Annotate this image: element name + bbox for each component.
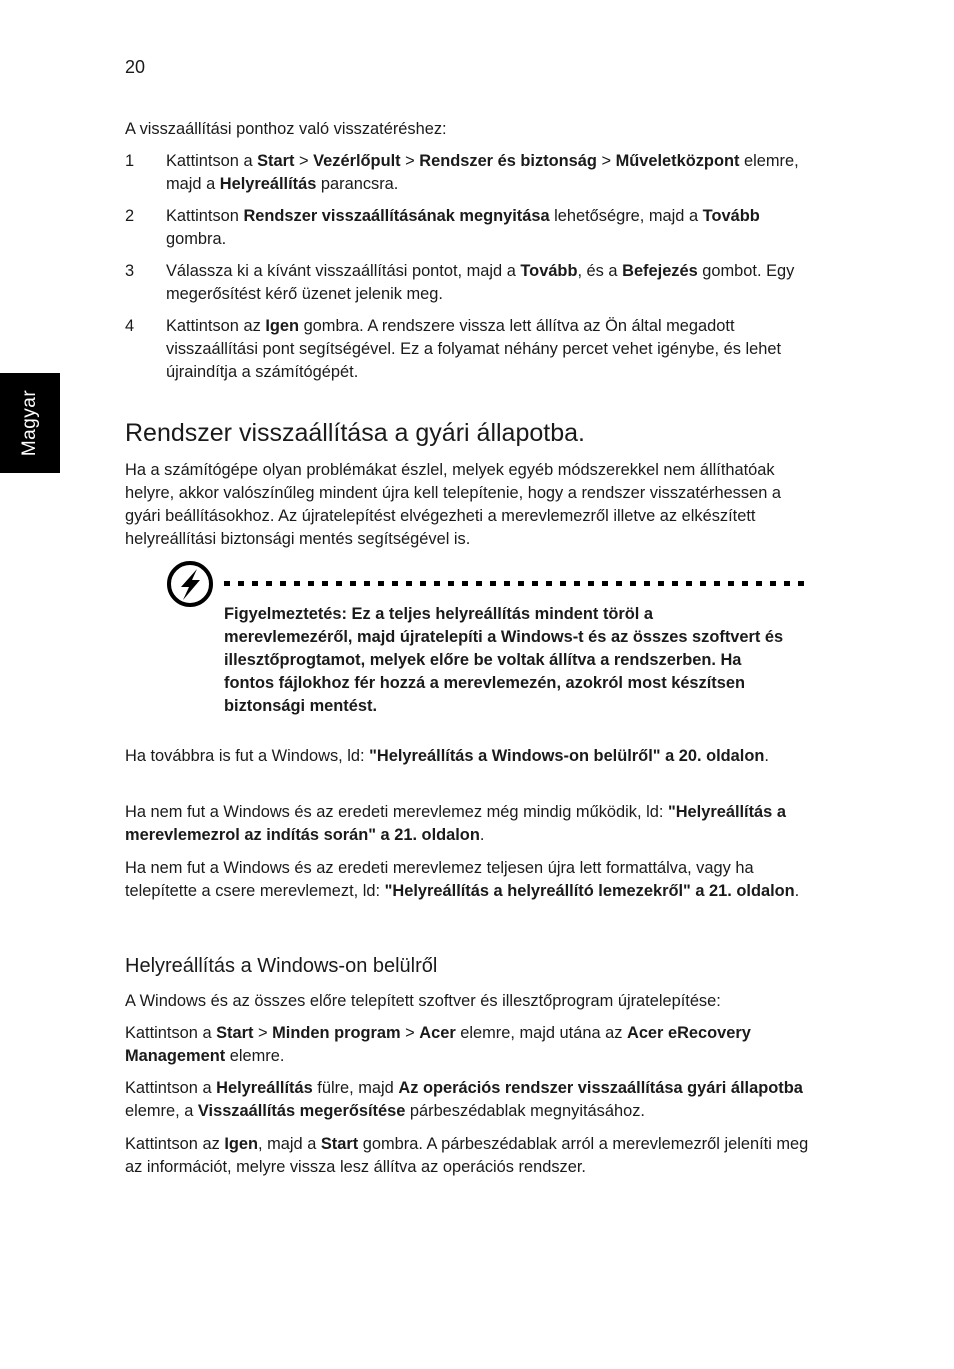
lightning-warning-icon: [166, 560, 214, 608]
section-body: Ha a számítógépe olyan problémákat észlel, melyek egyéb módszerekkel nem állíthatóak helyre, akkor valószínűleg mindent újra kell telepítenie, hogy a rendszer visszatérhessen a gyári beállításokhoz. Az újratelepítést elvégezheti a merevlemezről illetve az elkészített helyreállítási biztonsági mentés segítségével is.: [125, 461, 781, 548]
text-run: Ha továbbra is fut a Windows, ld:: [125, 747, 370, 765]
text-run: .: [479, 826, 485, 844]
text-run: elemre, a: [125, 1102, 198, 1120]
list-item: [125, 260, 815, 306]
section2-paragraph: [125, 1077, 815, 1123]
language-tab-label: Magyar: [19, 389, 41, 457]
text-run: gombra.: [166, 230, 227, 248]
text-run: gombra. A párbeszédablak arról a merevlemezről jeleníti meg az információt, melyre vissza lesz állítva az operációs rendszer.: [125, 1135, 809, 1176]
text-run: gombra. A rendszere vissza lett állítva az Ön által megadott visszaállítási pont segítségével. Ez a folyamat néhány percet vehet igénybe, és lehet újraindítja a számítógépét.: [166, 317, 782, 381]
bold-text: Visszaállítás megerősítése: [197, 1102, 406, 1120]
text-run: , majd a: [258, 1135, 321, 1153]
section-title-windows-restore: Helyreállítás a Windows-on belülről: [125, 955, 438, 977]
bold-text: Az operációs rendszer visszaállítása gyári állapotba: [398, 1079, 803, 1097]
text-run: >: [253, 1024, 273, 1042]
list-item: [125, 205, 815, 251]
text-run: Ha nem fut a Windows és az eredeti merevlemez teljesen újra lett formattálva, vagy ha telepítette a csere merevlemezt, ld:: [125, 859, 754, 900]
text-run: >: [400, 152, 420, 170]
section2-paragraph: [125, 990, 815, 1013]
text-run: .: [794, 882, 800, 900]
text-run: parancsra.: [316, 175, 399, 193]
step-number: 3: [125, 262, 135, 280]
bold-text: Igen: [265, 317, 300, 335]
intro-text: A visszaállítási ponthoz való visszatéréshez:: [125, 120, 447, 138]
step-number: 1: [125, 152, 135, 170]
text-run: Kattintson: [166, 207, 244, 225]
text-run: elemre, majd utána az: [455, 1024, 627, 1042]
text-run: lehetőségre, majd a: [549, 207, 703, 225]
text-run: Kattintson az: [166, 317, 266, 335]
bold-text: "Helyreállítás a Windows-on belülről" a 20. oldalon: [369, 747, 765, 765]
text-run: párbeszédablak megnyitásához.: [405, 1102, 645, 1120]
text-run: >: [294, 152, 314, 170]
bold-text: Acer: [419, 1024, 456, 1042]
text-run: A Windows és az összes előre telepített szoftver és illesztőprogram újratelepítése:: [125, 992, 721, 1010]
bold-text: "Helyreállítás a helyreállító lemezekről" a 21. oldalon: [384, 882, 795, 900]
bold-text: Rendszer visszaállításának megnyitása: [243, 207, 550, 225]
ref-paragraph: [125, 801, 815, 847]
section2-paragraph: [125, 1022, 815, 1068]
restore-steps-list: [125, 150, 815, 393]
bold-text: Start: [257, 152, 295, 170]
text-run: Kattintson az: [125, 1135, 225, 1153]
bold-text: Rendszer és biztonság: [419, 152, 597, 170]
step-text: [166, 260, 815, 306]
text-run: Kattintson a: [125, 1024, 217, 1042]
warning-text: Figyelmeztetés: Ez a teljes helyreállítás mindent töröl a merevlemezéről, majd újratelepíti a Windows-t és az összes szoftvert és illesztőprogtamot, melyek előre be voltak állítva a rendszerben. Ha fontos fájlokhoz fér hozzá a merevlemezén, azokról most készítsen biztonsági mentést.: [224, 605, 784, 715]
step-text: [166, 205, 815, 251]
bold-text: Műveletközpont: [615, 152, 740, 170]
text-run: Kattintson a: [166, 152, 258, 170]
warning-dashed-rule: [224, 581, 810, 586]
bold-text: Befejezés: [622, 262, 698, 280]
text-run: elemre, majd a: [166, 152, 799, 193]
text-run: gombot. Egy megerősítést kérő üzenet jelenik meg.: [166, 262, 795, 303]
bold-text: Start: [320, 1135, 359, 1153]
bold-text: Acer eRecovery Management: [125, 1024, 751, 1065]
bold-text: Tovább: [702, 207, 760, 225]
text-run: Kattintson a: [125, 1079, 217, 1097]
list-item: [125, 315, 815, 384]
section-title-factory-restore: Rendszer visszaállítása a gyári állapotba.: [125, 419, 585, 447]
text-run: Ha nem fut a Windows és az eredeti merevlemez még mindig működik, ld:: [125, 803, 668, 821]
section2-paragraph: [125, 1133, 815, 1179]
bold-text: Tovább: [520, 262, 578, 280]
text-run: >: [596, 152, 616, 170]
bold-text: Vezérlőpult: [313, 152, 401, 170]
step-text: [166, 315, 815, 384]
language-side-tab: [0, 373, 60, 473]
bold-text: "Helyreállítás a merevlemezrol az indítás során" a 21. oldalon: [125, 803, 786, 844]
text-run: fülre, majd: [312, 1079, 399, 1097]
step-text: [166, 150, 815, 196]
bold-text: Igen: [224, 1135, 259, 1153]
bold-text: Helyreállítás: [216, 1079, 313, 1097]
bold-text: Minden program: [272, 1024, 401, 1042]
list-item: [125, 150, 815, 196]
step-number: 2: [125, 207, 135, 225]
text-run: elemre.: [225, 1047, 285, 1065]
text-run: Válassza ki a kívánt visszaállítási pontot, majd a: [166, 262, 521, 280]
bold-text: Start: [216, 1024, 254, 1042]
step-number: 4: [125, 317, 135, 335]
bold-text: Helyreállítás: [219, 175, 317, 193]
text-run: , és a: [577, 262, 623, 280]
text-run: >: [400, 1024, 420, 1042]
page-number: 20: [125, 57, 146, 77]
ref-paragraph: [125, 857, 815, 903]
ref-paragraph: [125, 745, 815, 768]
text-run: .: [764, 747, 769, 765]
